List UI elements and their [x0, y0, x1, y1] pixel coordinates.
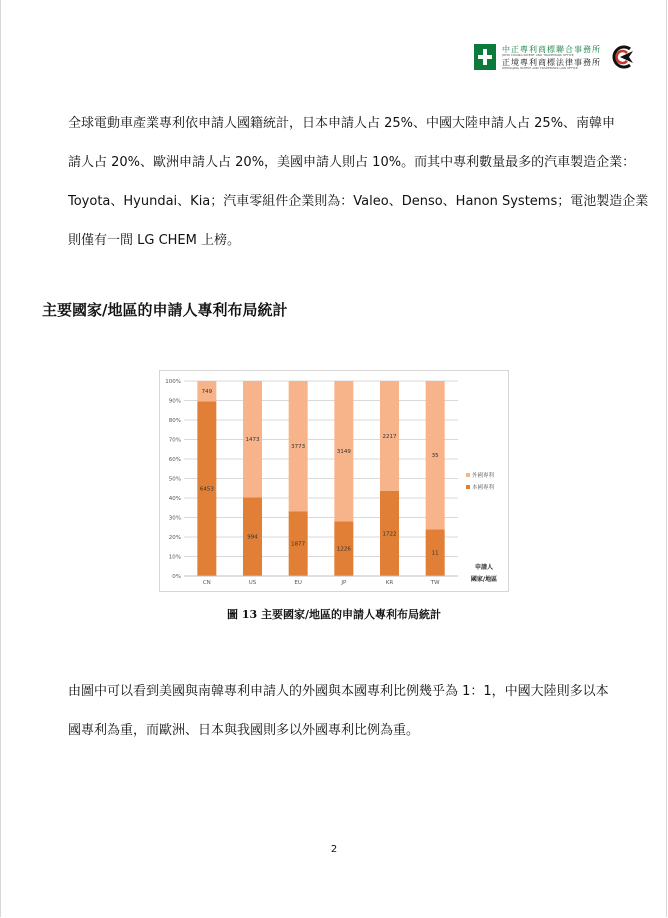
- paragraph-line: 由圖中可以看到美國與南韓專利申請人的外國與本國專利比例幾乎為 1：1，中國大陸則多以本: [68, 684, 609, 699]
- y-tick-label: 10%: [168, 554, 181, 561]
- logo-firm-sub-1: JOHN CHIANG PATENT AND TRADEMARK OFFICE: [502, 53, 574, 57]
- y-tick-label: 60%: [168, 457, 181, 463]
- data-label-foreign: 3149: [336, 449, 351, 456]
- data-label-domestic: 1226: [336, 546, 351, 553]
- y-tick-label: 30%: [168, 515, 181, 522]
- x-tick-label: JP: [341, 580, 347, 586]
- axis-title-applicant: 申請人: [474, 564, 494, 571]
- x-tick-label: KR: [385, 580, 394, 586]
- figure-caption: 圖 13 主要國家/地區的申請人專利布局統計: [227, 608, 441, 621]
- y-tick-label: 80%: [168, 418, 181, 424]
- y-tick-label: 70%: [168, 437, 181, 444]
- axis-title-region: 國家/地區: [470, 576, 498, 583]
- paragraph-line: 全球電動車產業專利依申請人國籍統計，日本申請人占 25%、中國大陸申請人占 25%、南韓申: [68, 116, 616, 131]
- legend-swatch-domestic: [466, 485, 470, 489]
- logo-firm-name-2: 正境專利商標法律事務所: [502, 58, 601, 67]
- logo-firm-name-1: 中正專利商標聯合事務所: [502, 45, 601, 54]
- legend-label-foreign: 外國專利: [472, 473, 495, 479]
- x-tick-label: EU: [294, 580, 302, 586]
- logo-firm-sub-2: ZHENGJING PATENT AND TRADEMARK LAW OFFICE: [502, 66, 578, 70]
- page-number: 2: [330, 844, 338, 855]
- data-label-foreign: 2217: [382, 433, 397, 440]
- paragraph-line: 請人占 20%、歐洲申請人占 20%，美國申請人則占 10%。而其中專利數量最多的汽車製造企業：: [68, 155, 636, 170]
- data-label-domestic: 1722: [382, 531, 397, 538]
- paragraph-line: 國專利為重，而歐洲、日本與我國則多以外國專利比例為重。: [68, 723, 420, 738]
- data-label-foreign: 35: [431, 453, 439, 460]
- chart-frame: [159, 370, 509, 592]
- data-label-domestic: 994: [247, 534, 258, 541]
- logo-cross-icon: [474, 44, 496, 70]
- y-tick-label: 50%: [168, 476, 181, 483]
- data-label-foreign: 749: [201, 389, 213, 396]
- section-heading: 主要國家/地區的申請人專利布局統計: [42, 301, 288, 319]
- conclusion-paragraph: [42, 672, 632, 750]
- stacked-bar-chart: [160, 371, 508, 591]
- y-tick-label: 0%: [172, 574, 181, 580]
- x-tick-label: US: [248, 580, 257, 586]
- paragraph-line: 則僅有一間 LG CHEM 上榜。: [68, 233, 240, 248]
- paragraph-line: Toyota、Hyundai、Kia；汽車零組件企業則為：Valeo、Denso、Hanon Systems；電池製造企業: [68, 194, 649, 209]
- logo-swirl-icon: [608, 44, 634, 70]
- data-label-domestic: 6453: [199, 486, 214, 493]
- legend-label-domestic: 本國專利: [472, 485, 495, 491]
- y-tick-label: 20%: [168, 535, 181, 541]
- data-label-domestic: 11: [431, 550, 439, 557]
- y-tick-label: 100%: [165, 379, 181, 385]
- x-tick-label: CN: [202, 580, 211, 586]
- data-label-domestic: 1877: [291, 541, 306, 548]
- x-tick-label: TW: [430, 580, 440, 586]
- y-tick-label: 40%: [168, 496, 181, 502]
- data-label-foreign: 1473: [245, 437, 260, 444]
- legend-swatch-foreign: [466, 473, 470, 477]
- intro-paragraph: [42, 104, 649, 260]
- data-label-foreign: 3773: [291, 444, 306, 451]
- firm-logo: [474, 44, 634, 70]
- y-tick-label: 90%: [168, 398, 181, 405]
